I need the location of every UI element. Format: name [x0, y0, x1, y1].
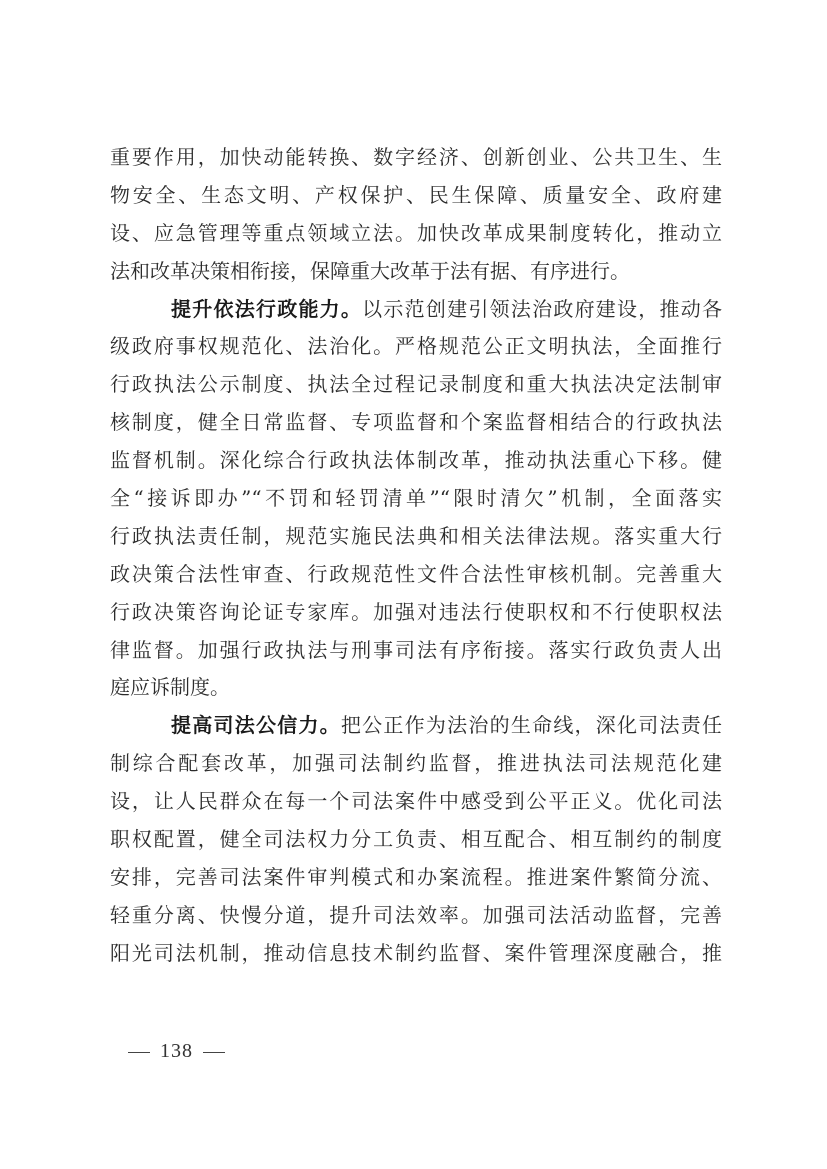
text-line: 级政府事权规范化、法治化。严格规范公正文明执法，全面推行: [110, 334, 722, 359]
text-line: 职权配置，健全司法权力分工负责、相互配合、相互制约的制度: [110, 827, 722, 852]
text-line: 行政决策咨询论证专家库。加强对违法行使职权和不行使职权法: [110, 599, 722, 624]
dash-left: [128, 1052, 150, 1053]
paragraph-heading: 提升依法行政能力。: [171, 296, 363, 321]
paragraph-heading: 提高司法公信力。: [171, 713, 341, 738]
text-line: 律监督。加强行政执法与刑事司法有序衔接。落实行政负责人出: [110, 637, 722, 662]
text-line: 行政执法公示制度、执法全过程记录制度和重大执法决定法制审: [110, 372, 722, 397]
text-line: 核制度，健全日常监督、专项监督和个案监督相结合的行政执法: [110, 410, 722, 435]
text-line: 安排，完善司法案件审判模式和办案流程。推进案件繁简分流、: [110, 864, 722, 889]
text-run: 把公正作为法治的生命线，深化司法责任: [340, 713, 723, 738]
paragraph-first-line: [110, 707, 722, 745]
body-text: [110, 139, 722, 973]
page-number-text: 138: [160, 1040, 193, 1062]
text-line: 庭应诉制度。: [110, 675, 230, 700]
text-run: 以示范创建引领法治政府建设，推动各: [362, 296, 723, 321]
dash-right: [203, 1052, 225, 1053]
text-line: 设、应急管理等重点领域立法。加快改革成果制度转化，推动立: [110, 220, 722, 245]
text-line: 法和改革决策相衔接，保障重大改革于法有据、有序进行。: [110, 258, 630, 283]
text-line: 阳光司法机制，推动信息技术制约监督、案件管理深度融合，推: [110, 940, 722, 965]
text-line: 行政执法责任制，规范实施民法典和相关法律法规。落实重大行: [110, 523, 722, 548]
text-line: 监督机制。深化综合行政执法体制改革，推动执法重心下移。健: [110, 448, 722, 473]
text-line: 物安全、生态文明、产权保护、民生保障、质量安全、政府建: [110, 182, 722, 207]
text-line: 政决策合法性审查、行政规范性文件合法性审核机制。完善重大: [110, 561, 722, 586]
text-line: 重要作用，加快动能转换、数字经济、创新创业、公共卫生、生: [110, 145, 722, 169]
paragraph-first-line: [110, 291, 722, 329]
text-line: 制综合配套改革，加强司法制约监督，推进执法司法规范化建: [110, 751, 722, 776]
text-line: 设，让人民群众在每一个司法案件中感受到公平正义。优化司法: [110, 789, 722, 814]
page-number: [118, 1040, 235, 1063]
text-line: 全“接诉即办”“不罚和轻罚清单”“限时清欠”机制，全面落实: [110, 486, 722, 511]
text-line: 轻重分离、快慢分道，提升司法效率。加强司法活动监督，完善: [110, 902, 722, 927]
